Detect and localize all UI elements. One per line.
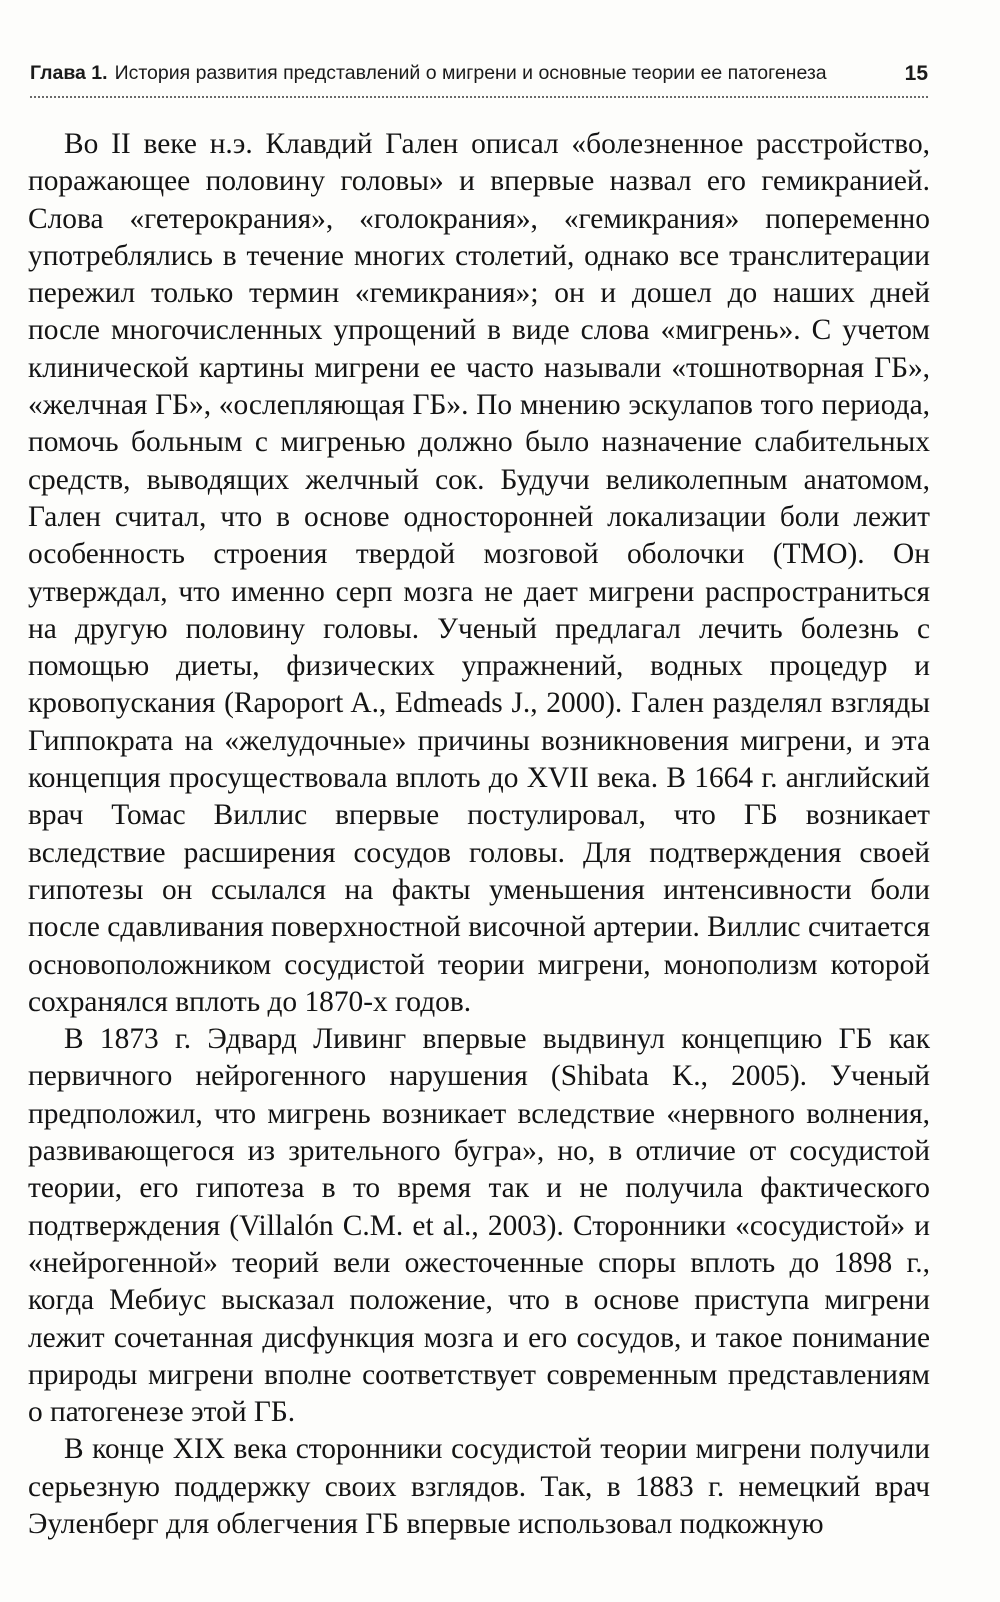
header-divider [30,96,928,98]
page-number: 15 [904,62,928,85]
body-text [28,126,930,1543]
running-header [30,62,928,92]
chapter-title: История развития представлений о мигрени и основные теории ее патогенеза [114,62,827,84]
paragraph-galen: Во II веке н.э. Клавдий Гален описал «болезненное расстройство, поражающее половину головы» и впервые назвал его гемикранией. Слова «гетерокрания», «голокрания», «гемикрания» попеременно употреблялись в течение многих столетий, однако все транслитерации пережил только термин «гемикрания»; он и дошел до наших дней после многочисленных упрощений в виде слова «мигрень». С учетом клинической картины мигрени ее часто называли «тошнотворная ГБ», «желчная ГБ», «ослепляющая ГБ». По мнению эскулапов того периода, помочь больным с мигренью должно было назначение слабительных средств, выводящих желчный сок. Будучи великолепным анатомом, Гален считал, что в основе односторонней локализации боли лежит особенность строения твердой мозговой оболочки (ТМО). Он утверждал, что именно серп мозга не дает мигрени распространиться на другую половину головы. Ученый предлагал лечить болезнь с помощью диеты, физических упражнений, водных процедур и кровопускания (Rapoport A., Edmeads J., 2000). Гален разделял взгляды Гиппократа на «желудочные» причины возникновения мигрени, и эта концепция просуществовала вплоть до XVII века. В 1664 г. английский врач Томас Виллис впервые постулировал, что ГБ возникает вследствие расширения сосудов головы. Для подтверждения своей гипотезы он ссылался на факты уменьшения интенсивности боли после сдавливания поверхностной височной артерии. Виллис считается основоположником сосудистой теории мигрени, монополизм которой сохранялся вплоть до 1870-х годов. [28,128,930,1018]
paragraph-eulenberg: В конце XIX века сторонники сосудистой теории мигрени получили серьезную поддержку своих взглядов. Так, в 1883 г. немецкий врач Эуленберг для облегчения ГБ впервые использовал подкожную [28,1433,930,1540]
paragraph-living: В 1873 г. Эдвард Ливинг впервые выдвинул концепцию ГБ как первичного нейрогенного нарушения (Shibata K., 2005). Ученый предположил, что мигрень возникает вследствие «нервного волнения, развивающегося из зрительного бугра», но, в отличие от сосудистой теории, его гипотеза в то время так и не получила фактического подтверждения (Villalón C.M. et al., 2003). Сторонники «сосудистой» и «нейрогенной» теорий вели ожесточенные споры вплоть до 1898 г., когда Мебиус высказал положение, что в основе приступа мигрени лежит сочетанная дисфункция мозга и его сосудов, и такое понимание природы мигрени вполне соответствует современным представлениям о патогенезе этой ГБ. [28,1023,930,1429]
chapter-label: Глава 1. [30,62,108,84]
